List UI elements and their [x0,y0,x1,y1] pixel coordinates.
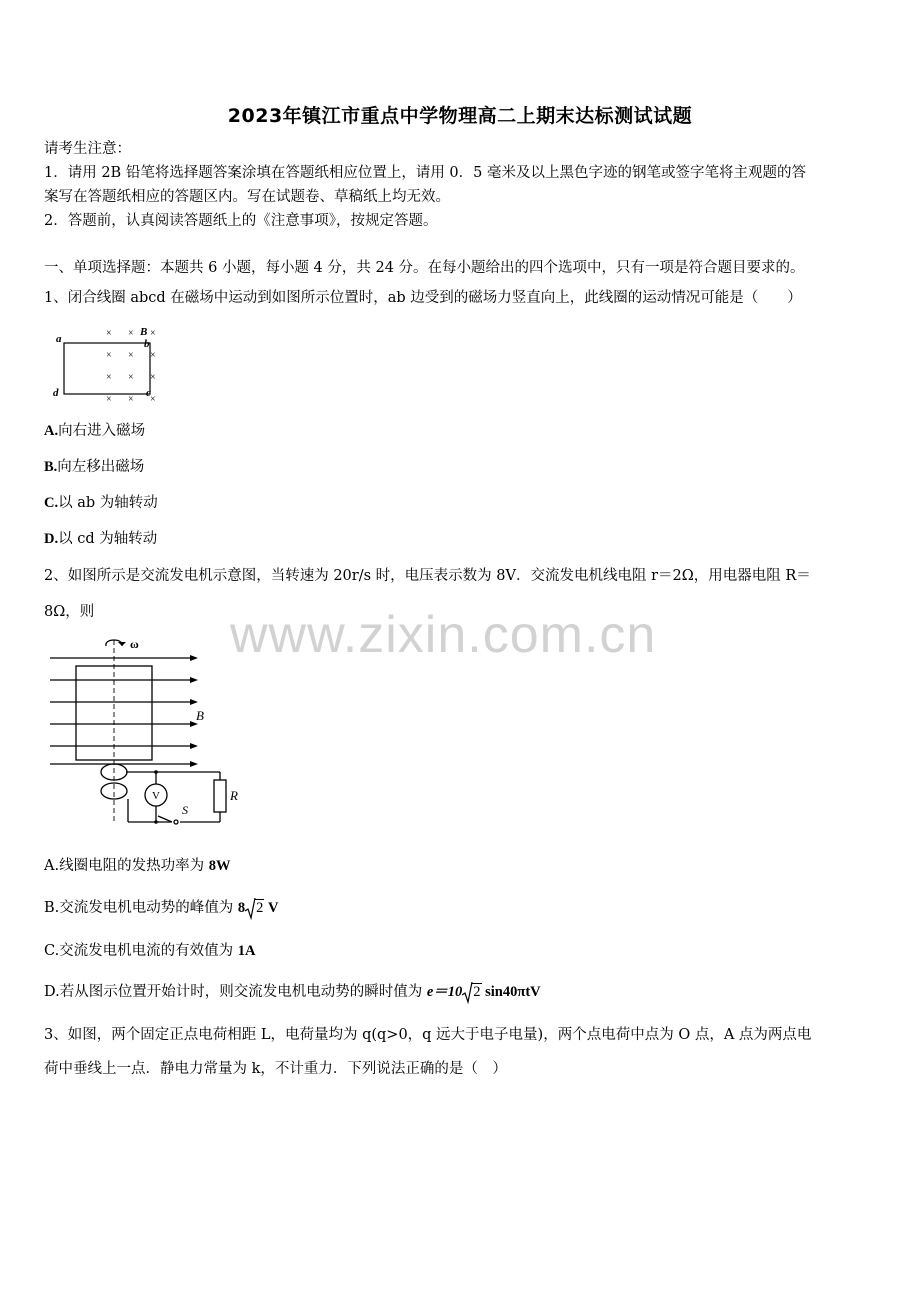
q2-stem-line1: 2、如图所示是交流发电机示意图，当转速为 20r/s 时，电压表示数为 8V．交流发电机线电阻 r＝2Ω，用电器电阻 R＝ [44,568,811,584]
svg-text:×: × [106,350,112,361]
q1-coil-figure [50,322,170,408]
notice-line-1a: 1．请用 2B 铅笔将选择题答案涂填在答题纸相应位置上，请用 0．5 毫米及以上黑色字迹的钢笔或签字笔将主观题的答 [44,165,806,181]
q3-stem-line1: 3、如图，两个固定正点电荷相距 L，电荷量均为 q(q>0，q 远大于电子电量)，两个点电荷中点为 O 点，A 点为两点电 [44,1027,812,1043]
svg-text:×: × [106,372,112,383]
notice-line-2: 2．答题前，认真阅读答题纸上的《注意事项》，按规定答题。 [44,213,438,229]
watermark: www.zixin.com.cn [230,606,657,664]
label-omega: ω [130,637,139,651]
label-resistor: R [230,788,238,803]
q2-stem-line2: 8Ω，则 [44,604,95,620]
svg-text:×: × [150,328,156,339]
notice-line-1b: 案写在答题纸相应的答题区内。写在试题卷、草稿纸上均无效。 [44,189,450,205]
sqrt-symbol: 2 [245,898,264,918]
notice-heading: 请考生注意： [44,141,131,157]
sqrt-symbol: 2 [462,982,481,1002]
label-B: B [140,326,148,338]
label-a: a [56,333,62,345]
label-voltmeter: V [152,790,160,802]
page-title: 2023年镇江市重点中学物理高二上期末达标测试试题 [227,105,693,127]
label-d: d [53,387,59,399]
svg-text:×: × [128,350,134,361]
label-switch: S [182,803,188,817]
q3-stem-line2: 荷中垂线上一点．静电力常量为 k，不计重力．下列说法正确的是（ ） [44,1061,507,1077]
svg-text:×: × [150,372,156,383]
q2-option-c[interactable]: C.交流发电机电流的有效值为 1A [44,943,256,959]
svg-text:×: × [128,394,134,405]
q1-option-d[interactable]: D.以 cd 为轴转动 [44,531,158,547]
q1-option-a[interactable]: A.向右进入磁场 [44,423,146,439]
label-b: b [144,338,150,350]
label-c: c [146,387,151,399]
label-B-field: B [196,708,204,723]
section-heading: 一、单项选择题：本题共 6 小题，每小题 4 分，共 24 分。在每小题给出的四个选项中，只有一项是符合题目要求的。 [44,260,805,276]
q2-generator-figure [48,636,248,828]
q2-option-d[interactable]: D.若从图示位置开始计时，则交流发电机电动势的瞬时值为 e＝10 2 sin40πtV [44,984,541,1000]
q1-stem: 1、闭合线圈 abcd 在磁场中运动到如图所示位置时，ab 边受到的磁场力竖直向上，此线圈的运动情况可能是（ ） [44,290,802,306]
svg-text:×: × [150,350,156,361]
q2-option-a[interactable]: A.线圈电阻的发热功率为 8W [44,858,231,874]
q1-option-c[interactable]: C.以 ab 为轴转动 [44,495,158,511]
q1-option-b[interactable]: B.向左移出磁场 [44,459,145,475]
svg-text:×: × [128,372,134,383]
q2-option-b[interactable]: B.交流发电机电动势的峰值为 8 2 V [44,900,279,916]
svg-text:×: × [106,394,112,405]
svg-text:×: × [150,394,156,405]
svg-text:×: × [106,328,112,339]
svg-text:×: × [128,328,134,339]
